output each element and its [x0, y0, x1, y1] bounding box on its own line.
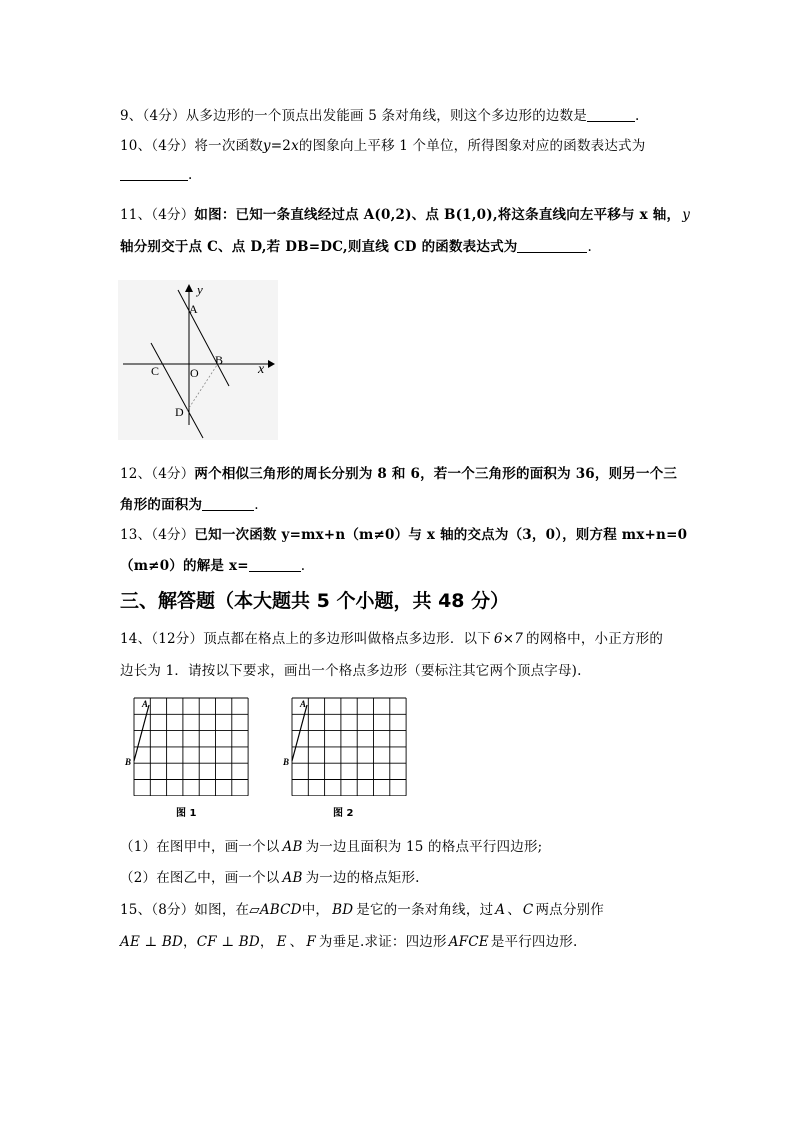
- question-13-line-2: （m≠0）的解是 x= .: [120, 558, 306, 574]
- question-score: （4分）: [142, 108, 186, 124]
- label-y: y: [197, 282, 203, 297]
- figure-1-caption: 图 1: [176, 808, 197, 819]
- question-number: 11、: [120, 207, 152, 223]
- question-14-part-1: （1）在图甲中，画一个以 AB 为一边且面积为 15 的格点平行四边形;: [120, 839, 543, 855]
- question-score: （4分）: [151, 466, 195, 482]
- q11-coordinate-figure: [118, 280, 278, 440]
- question-10-answer-line: .: [120, 166, 193, 183]
- answer-blank[interactable]: [587, 107, 635, 122]
- question-9: 9、（4分）从多边形的一个顶点出发能画 5 条对角线，则这个多边形的边数是 .: [120, 108, 640, 124]
- question-10: 10、（4分）将一次函数y=2x的图象向上平移 1 个单位，所得图象对应的函数表达式为: [120, 138, 646, 154]
- grid-lines: [134, 698, 248, 796]
- point-b-label: B: [283, 757, 290, 767]
- question-11: 11、（4分）如图：已知一条直线经过点 A(0,2)、点 B(1,0),将这条直线向左平移与 x 轴， y: [120, 207, 691, 223]
- answer-blank[interactable]: [202, 496, 254, 511]
- label-a: A: [189, 302, 198, 316]
- question-score: （4分）: [151, 207, 195, 223]
- section-heading: 三、解答题（本大题共 5 个小题，共 48 分）: [120, 590, 510, 612]
- question-number: 13、: [120, 527, 152, 543]
- question-score: （4分）: [151, 138, 195, 154]
- question-text: 从多边形的一个顶点出发能画 5 条对角线，则这个多边形的边数是: [185, 108, 588, 124]
- label-c: C: [151, 364, 160, 378]
- label-x: x: [258, 362, 265, 377]
- question-12-line-2: 角形的面积为 .: [120, 497, 259, 513]
- question-13: 13、（4分）已知一次函数 y=mx+n（m≠0）与 x 轴的交点为（3，0），则方程 mx+n=0: [120, 527, 688, 543]
- grid-figure-2: [276, 692, 408, 796]
- question-number: 12、: [120, 466, 152, 482]
- figure-2-caption: 图 2: [333, 808, 354, 819]
- question-score: （4分）: [151, 527, 195, 543]
- question-number: 15、: [120, 902, 152, 918]
- question-14: 14、（12分）顶点都在格点上的多边形叫做格点多边形．以下 6×7 的网格中，小正方形的: [120, 631, 664, 647]
- answer-blank[interactable]: [120, 166, 188, 181]
- question-score: （12分）: [151, 631, 204, 647]
- label-b: B: [215, 353, 224, 367]
- answer-blank[interactable]: [249, 557, 301, 572]
- question-number: 9、: [120, 108, 143, 124]
- question-14-part-2: （2）在图乙中，画一个以 AB 为一边的格点矩形.: [120, 870, 420, 886]
- point-a-label: A: [300, 699, 307, 709]
- question-15-line-2: AE ⊥ BD，CF ⊥ BD， E 、 F 为垂足.求证：四边形 AFCE 是平行四边形.: [120, 934, 578, 950]
- label-o: O: [190, 366, 199, 380]
- label-d: D: [175, 405, 184, 419]
- figure-background: [118, 280, 278, 440]
- segment-ab: [292, 705, 307, 761]
- question-score: （8分）: [151, 902, 195, 918]
- point-b-label: B: [125, 757, 132, 767]
- grid-figure-1: [118, 692, 250, 796]
- question-number: 10、: [120, 138, 152, 154]
- question-11-line-2: 轴分别交于点 C、点 D,若 DB=DC,则直线 CD 的函数表达式为 .: [120, 239, 592, 255]
- question-14-line-2: 边长为 1．请按以下要求，画出一个格点多边形（要标注其它两个顶点字母).: [120, 663, 582, 679]
- grid-lines: [292, 698, 406, 796]
- segment-ab: [134, 705, 149, 761]
- point-a-label: A: [142, 699, 149, 709]
- question-12: 12、（4分）两个相似三角形的周长分别为 8 和 6，若一个三角形的面积为 36，则另一个三: [120, 466, 678, 482]
- question-number: 14、: [120, 631, 152, 647]
- question-15: 15、（8分）如图，在▱ABCD中， BD 是它的一条对角线，过 A 、 C 两点分别作: [120, 902, 604, 918]
- answer-blank[interactable]: [517, 238, 587, 253]
